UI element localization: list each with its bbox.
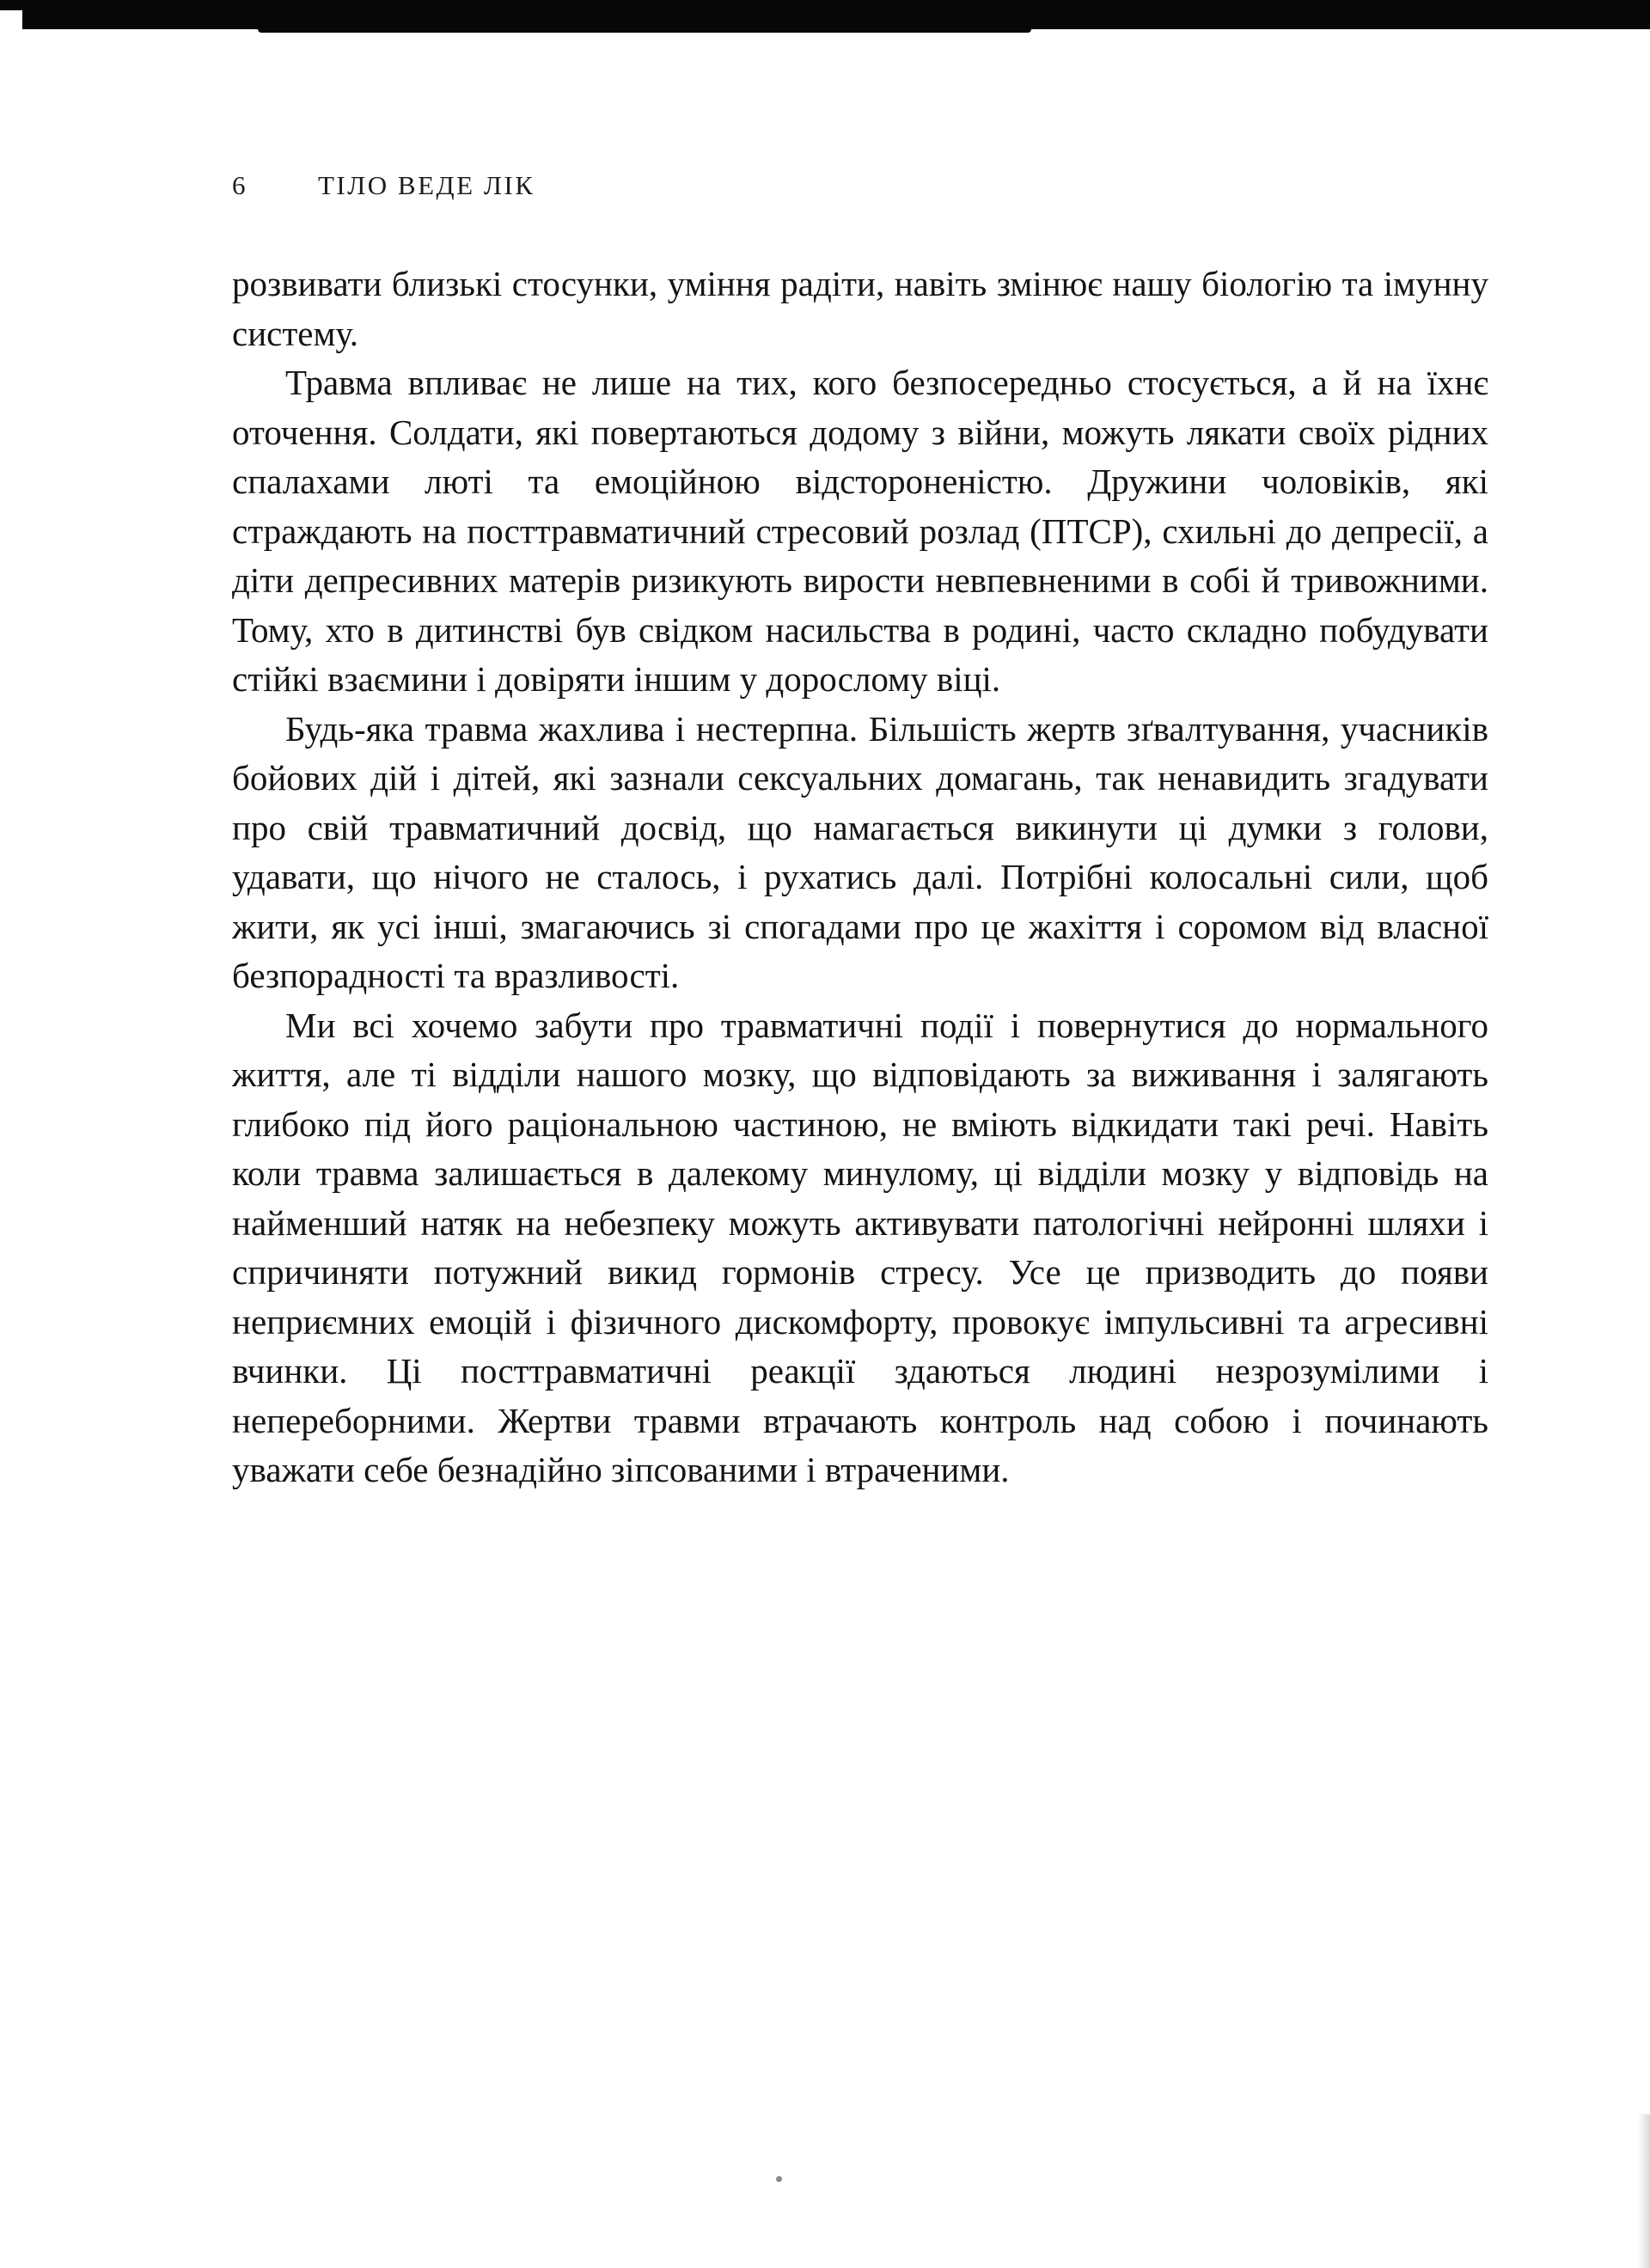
paragraph: Будь-яка травма жахлива і нестерпна. Більшість жертв зґвалтування, учасників бойових дій і дітей, які зазнали сексуальних домагань, так ненавидить згадувати про свій травматичний досвід, що намагається викинути ці думки з голови, удавати, що нічого не сталось, і рухатись далі. Потрібні колосальні сили, щоб жити, як усі інші, змагаючись зі спогадами про це жахіття і соромом від власної безпорадності та вразливості. <box>232 708 1488 995</box>
scan-edge-notch <box>0 0 24 10</box>
running-header <box>232 170 1488 201</box>
scan-speck <box>776 2176 782 2182</box>
paragraph: Ми всі хочемо забути про травматичні події і повернутися до нормального життя, але ті відділи нашого мозку, що відповідають за виживання і залягають глибоко під його раціональною частиною, не вміють відкидати такі речі. Навіть коли травма залишається в далекому минулому, ці відділи мозку у відповідь на найменший натяк на небезпеку можуть активувати патологічні нейронні шляхи і спричиняти потужний викид гормонів стресу. Усе це призводить до появи неприємних емоцій і фізичного дискомфорту, провокує імпульсивні та агресивні вчинки. Ці посттравматичні реакції здаються людині незрозумілими і непереборними. Жертви травми втрачають контроль над собою і починають уважати себе безнадійно зіпсованими і втраченими. <box>232 1005 1488 1489</box>
scan-edge-shade <box>1638 2114 1650 2268</box>
scan-edge-lip <box>258 29 1031 33</box>
body-text <box>232 260 1488 1495</box>
scan-edge-artifact <box>22 0 1650 29</box>
page-number: 6 <box>232 170 246 200</box>
page-content <box>232 170 1488 1495</box>
paragraph: розвивати близькі стосунки, уміння радіти, навіть змінює нашу біологію та імунну систему. <box>232 264 1488 353</box>
paragraph: Травма впливає не лише на тих, кого безпосередньо стосується, а й на їхнє оточення. Солдати, які повертаються додому з війни, можуть лякати своїх рідних спалахами люті та емоційною відстороненістю. Дружини чоловіків, які страждають на посттравматичний стресовий розлад (ПТСР), схильні до депресії, а діти депресивних матерів ризикують вирости невпевненими в собі й тривожними. Тому, хто в дитинстві був свідком насильства в родині, часто складно побудувати стійкі взаємини і довіряти іншим у дорослому віці. <box>232 363 1488 699</box>
book-title: ТІЛО ВЕДЕ ЛІК <box>318 170 535 200</box>
